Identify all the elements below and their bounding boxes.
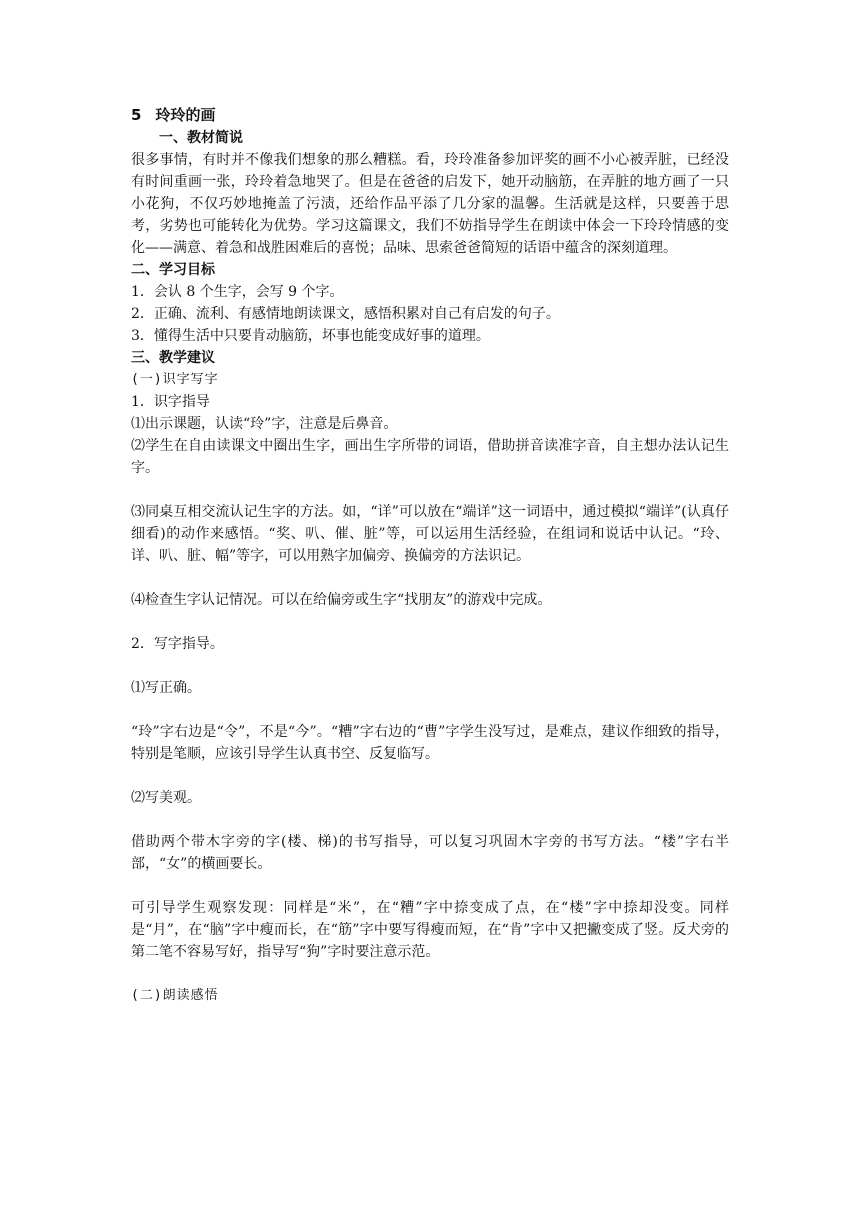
writing-step-text: 借助两个带木字旁的字(楼、梯)的书写指导，可以复习巩固木字旁的书写方法。“楼”字右半部，“女”的横画要长。 — [131, 834, 729, 872]
document-body — [131, 103, 729, 1007]
paragraph-gap — [131, 567, 729, 589]
paragraph-gap — [131, 809, 729, 831]
writing-step-heading: ⑴写正确。 — [131, 680, 201, 696]
writing-step-text: “玲”字右边是“令”，不是“今”。“糟”字右边的“曹”字学生没写过，是难点，建议作细致的指导，特别是笔顺，应该引导学生认真书空、反复临写。 — [131, 724, 729, 762]
lesson-title-text: 玲玲的画 — [155, 106, 216, 124]
recognition-step: ⑷检查生字认记情况。可以在给偏旁或生字“找朋友”的游戏中完成。 — [131, 592, 552, 608]
paragraph-gap — [131, 479, 729, 501]
section-heading-learning-goals: 二、学习目标 — [131, 262, 215, 278]
paragraph-gap — [131, 655, 729, 677]
paragraph-gap — [131, 699, 729, 721]
lesson-number: 5 — [131, 106, 142, 124]
paragraph-gap — [131, 963, 729, 985]
section-heading-teaching-suggestions: 三、教学建议 — [131, 350, 215, 366]
section-heading-textbook-intro: 一、教材简说 — [159, 130, 243, 146]
paragraph-gap — [131, 611, 729, 633]
learning-goal-item: 1．会认 8 个生字，会写 9 个字。 — [131, 284, 344, 300]
paragraph-gap — [131, 765, 729, 787]
paragraph-gap — [131, 875, 729, 897]
subsection-heading-reading: (二)朗读感悟 — [131, 988, 219, 1003]
subsection-heading-literacy: (一)识字写字 — [131, 372, 219, 387]
learning-goal-item: 3．懂得生活中只要肯动脑筋，坏事也能变成好事的道理。 — [131, 328, 490, 344]
point-heading-character-recognition: 1．识字指导 — [131, 394, 210, 410]
recognition-step: ⑴出示课题，认读“玲”字，注意是后鼻音。 — [131, 416, 398, 432]
textbook-intro-paragraph: 很多事情，有时并不像我们想象的那么糟糕。看，玲玲准备参加评奖的画不小心被弄脏，已经没有时间重画一张，玲玲着急地哭了。但是在爸爸的启发下，她开动脑筋，在弄脏的地方画了一只小花狗，不仅巧妙地掩盖了污渍，还给作品平添了几分家的温馨。生活就是这样，只要善于思考，劣势也可能转化为优势。学习这篇课文，我们不妨指导学生在朗读中体会一下玲玲情感的变化——满意、着急和战胜困难后的喜悦；品味、思索爸爸简短的话语中蕴含的深刻道理。 — [131, 152, 729, 256]
writing-step-text: 可引导学生观察发现：同样是“米”，在“糟”字中捺变成了点，在“楼”字中捺却没变。同样是“月”，在“脑”字中瘦而长，在“筋”字中要写得瘦而短，在“肯”字中又把撇变成了竖。反犬旁的第二笔不容易写好，指导写“狗”字时要注意示范。 — [131, 900, 729, 960]
recognition-step: ⑶同桌互相交流认记生字的方法。如，“详”可以放在“端详”这一词语中，通过模拟“端详”(认真仔细看)的动作来感悟。“奖、叭、催、脏”等，可以运用生活经验，在组词和说话中认记。“玲、详、叭、脏、幅”等字，可以用熟字加偏旁、换偏旁的方法识记。 — [131, 504, 729, 564]
writing-step-heading: ⑵写美观。 — [131, 790, 201, 806]
point-heading-writing-guidance: 2．写字指导。 — [131, 636, 224, 652]
lesson-title — [131, 103, 729, 127]
learning-goal-item: 2．正确、流利、有感情地朗读课文，感悟积累对自己有启发的句子。 — [131, 306, 560, 322]
recognition-step: ⑵学生在自由读课文中圈出生字，画出生字所带的词语，借助拼音读准字音，自主想办法认记生字。 — [131, 438, 729, 476]
